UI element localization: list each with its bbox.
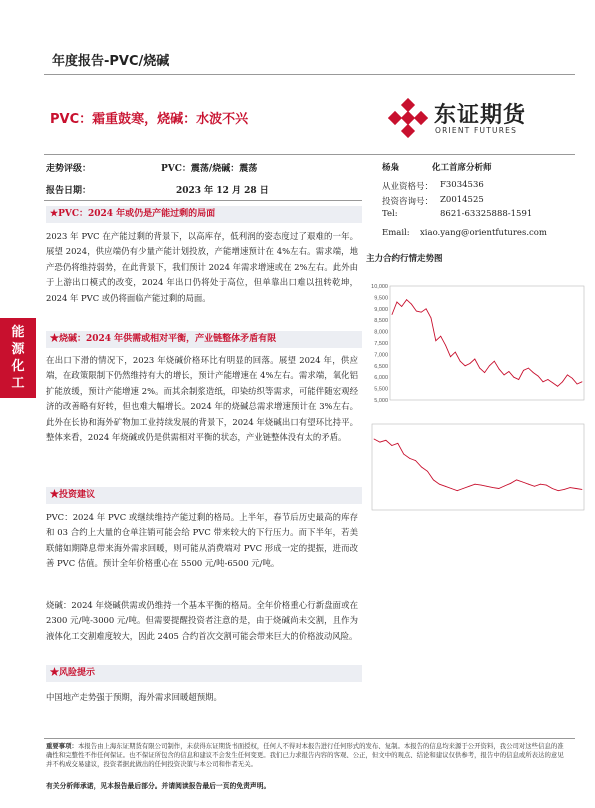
advisor-label: 投资咨询号： — [382, 197, 434, 207]
y-tick-label: 10,000 — [371, 284, 388, 290]
data-point — [435, 340, 436, 341]
data-point — [552, 383, 553, 384]
footer-divider — [44, 738, 575, 739]
section-heading-caustic: ★烧碱：2024 年供需或相对平衡，产业链整体矛盾有限 — [46, 331, 362, 348]
data-point — [510, 483, 511, 484]
report-title: PVC：霜重鼓寒，烧碱：水波不兴 — [50, 112, 249, 127]
chart-frame — [390, 286, 584, 400]
logo-name-en: ORIENT FUTURES — [435, 126, 518, 135]
data-point — [392, 314, 393, 315]
data-point — [543, 381, 544, 382]
chart-frame — [372, 424, 584, 510]
section-heading-risk: ★风险提示 — [46, 665, 362, 682]
cert-value: F3034536 — [440, 180, 484, 190]
data-point — [534, 486, 535, 487]
meta-divider-bottom — [44, 200, 362, 201]
data-point — [481, 485, 482, 486]
data-point — [440, 336, 441, 337]
series-line — [392, 300, 582, 387]
data-point — [386, 440, 387, 441]
data-point — [523, 370, 524, 371]
y-tick-label: 6,000 — [374, 375, 388, 382]
rating-label: 走势评级： — [46, 164, 92, 174]
section-body-pvc: 2023 年 PVC 在产能过剩的背景下，以高库存，低利润的姿态度过了艰难的一年。展望 2024，供应端仍有少量产能计划投放，产能增速预计在 4%左右。需求端，地产恐仍将维持弱势，在此背景下，我们预计 2024 年需求增速或在 2%左右。此外由于上游出口模式的改变，2024 年出口仍将处于高位，但单靠出口难以扭转乾坤，2024 年 PVC 或仍将面临产能过剩的局面。 — [46, 231, 358, 303]
data-point — [533, 372, 534, 373]
rating-value: PVC：震荡/烧碱：震荡 — [161, 164, 258, 174]
data-point — [403, 454, 404, 455]
data-point — [475, 484, 476, 485]
y-tick-label: 5,000 — [374, 398, 388, 404]
analyst-name: 杨枭 — [382, 163, 400, 173]
company-logo — [388, 98, 563, 138]
data-point — [411, 304, 412, 305]
data-point — [493, 487, 494, 488]
data-point — [421, 312, 422, 313]
data-point — [421, 467, 422, 468]
sidebar-char: 工 — [11, 376, 25, 391]
data-point — [557, 386, 558, 387]
advisor-value: Z0014525 — [440, 195, 484, 205]
series-line — [374, 439, 582, 491]
data-point — [374, 439, 375, 440]
y-tick-label: 7,500 — [374, 341, 388, 347]
data-point — [558, 490, 559, 491]
data-point — [538, 376, 539, 377]
data-point — [546, 485, 547, 486]
data-point — [445, 486, 446, 487]
y-tick-label: 7,000 — [374, 352, 388, 359]
data-point — [504, 375, 505, 376]
data-point — [513, 377, 514, 378]
data-point — [391, 445, 392, 446]
sidebar-char: 能 — [11, 325, 25, 340]
data-point — [552, 488, 553, 489]
data-point — [470, 363, 471, 364]
disclaimer-notice: 有关分析师承诺，见本报告最后部分。并请阅读报告最后一页的免责声明。 — [46, 782, 271, 790]
data-point — [439, 484, 440, 485]
data-point — [504, 486, 505, 487]
y-tick-label: 9,500 — [374, 295, 388, 302]
analyst-title: 化工首席分析师 — [432, 163, 492, 173]
data-point — [465, 365, 466, 366]
pvc-price-chart — [366, 282, 588, 410]
tel-label: Tel: — [382, 209, 398, 219]
data-point — [457, 490, 458, 491]
data-point — [516, 480, 517, 481]
data-point — [450, 356, 451, 357]
data-point — [406, 299, 407, 300]
date-value: 2023 年 12 月 28 日 — [176, 186, 269, 196]
y-tick-label: 6,500 — [374, 363, 388, 370]
data-point — [528, 484, 529, 485]
report-type: 年度报告-PVC/烧碱 — [52, 54, 170, 69]
data-point — [427, 471, 428, 472]
data-point — [455, 352, 456, 353]
section-heading-pvc: ★PVC：2024 年或仍是产能过剩的局面 — [46, 206, 362, 223]
meta-divider-top — [44, 154, 575, 155]
data-point — [484, 372, 485, 373]
data-point — [528, 368, 529, 369]
section-body-caustic: 在出口下滑的情况下，2023 年烧碱价格环比有明显的回落。展望 2024 年，供应端，在政策限制下仍然维持有大的增长，预计产能增速在 4%左右。需求端，氧化铝扩能放缓，预计产能增速 2%。而其余制浆造纸，印染纺织等需求，可能伴随宏观经济的改善略有好转，但也难大幅增长。2024 年的烧碱总需求增速预计在 3%左右。此外在长协和海外矿物加工业持续发展的背景下，2024 年烧碱出口有望环比持平。整体来看，2024 年烧碱或仍是供需相对平衡的状态，产业链整体没有太的矛盾。 — [46, 355, 358, 443]
logo-mark-icon — [388, 98, 428, 138]
data-point — [479, 368, 480, 369]
email-value[interactable]: xiao.yang@orientfutures.com — [420, 228, 547, 238]
data-point — [380, 442, 381, 443]
data-point — [576, 488, 577, 489]
data-point — [562, 381, 563, 382]
data-point — [409, 458, 410, 459]
section-heading-advice: ★投资建议 — [46, 487, 362, 504]
data-point — [463, 488, 464, 489]
data-point — [498, 488, 499, 489]
data-point — [431, 318, 432, 319]
data-point — [577, 384, 578, 385]
sidebar-char: 源 — [11, 342, 25, 357]
data-point — [416, 311, 417, 312]
section-body-advice-caustic: 烧碱：2024 年烧碱供需或仍维持一个基本平衡的格局。全年价格重心行新盘面或在 2300 元/吨-3000 元/吨。但需要提醒投资者注意的是，由于烧碱尚未交割，且作为液体化工交割难度较大，因此 2405 合约首次交割可能会带来巨大的价格波动风险。 — [46, 600, 358, 641]
disclaimer-text: 本报告由上海东证期货有限公司制作，未获得东证期货书面授权，任何人不得对本报告进行任何形式的发布、复制。本报告的信息均来源于公开资料，我公司对这些信息的准确性和完整性不作任何保证。也不保证所包含的信息和建议不会发生任何变更。我们已力求报告内容的客观、公正，但文中的观点、结论和建议仅供参考，报告中的信息或所表达的意见并不构成交易建议，投资者据此做出的任何投资决策与本公司和作者无关。 — [46, 742, 564, 769]
y-tick-label: 8,500 — [374, 318, 388, 325]
data-point — [509, 371, 510, 372]
data-point — [548, 379, 549, 380]
data-point — [499, 369, 500, 370]
email-label: Email: — [382, 228, 410, 238]
y-tick-label: 9,000 — [374, 306, 388, 313]
data-point — [474, 359, 475, 360]
logo-name-cn: 东证期货 — [434, 103, 527, 128]
date-label: 报告日期： — [46, 186, 92, 196]
data-point — [567, 375, 568, 376]
data-point — [433, 480, 434, 481]
data-point — [460, 361, 461, 362]
y-tick-label: 5,500 — [374, 386, 388, 393]
data-point — [415, 460, 416, 461]
y-tick-label: 8,000 — [374, 329, 388, 336]
cert-label: 从业资格号： — [382, 182, 434, 192]
data-point — [518, 379, 519, 380]
section-body-advice-pvc: PVC：2024 年 PVC 或继续维持产能过剩的格局。上半年，春节后历史最高的库存和 03 合约上大量的仓单注销可能会给 PVC 带来较大的下行压力。而下半年，若美联储如期降息带来海外需求回暖，则可能从消费端对 PVC 形成一定的提振，进而改善 PVC 估值。预计全年价格重心在 5500 元/吨-6500 元/吨。 — [46, 512, 358, 569]
data-point — [564, 489, 565, 490]
data-point — [582, 489, 583, 490]
disclaimer — [46, 742, 566, 770]
tel-value: 8621-63325888-1591 — [440, 209, 533, 219]
data-point — [397, 302, 398, 303]
caustic-price-chart — [366, 420, 588, 520]
data-point — [451, 488, 452, 489]
data-point — [540, 484, 541, 485]
data-point — [401, 306, 402, 307]
sidebar-char: 化 — [11, 359, 25, 374]
data-point — [487, 486, 488, 487]
data-point — [469, 486, 470, 487]
data-point — [445, 345, 446, 346]
section-body-risk: 中国地产走势强于预期，海外需求回暖超预期。 — [46, 692, 222, 702]
data-point — [397, 443, 398, 444]
chart-title: 主力合约行情走势图 — [366, 254, 443, 264]
data-point — [582, 381, 583, 382]
data-point — [494, 361, 495, 362]
data-point — [570, 487, 571, 488]
data-point — [522, 482, 523, 483]
header-divider — [44, 74, 575, 75]
disclaimer-label: 重要事项： — [46, 742, 78, 750]
data-point — [426, 308, 427, 309]
data-point — [572, 378, 573, 379]
sector-sidebar — [0, 318, 36, 398]
data-point — [489, 365, 490, 366]
